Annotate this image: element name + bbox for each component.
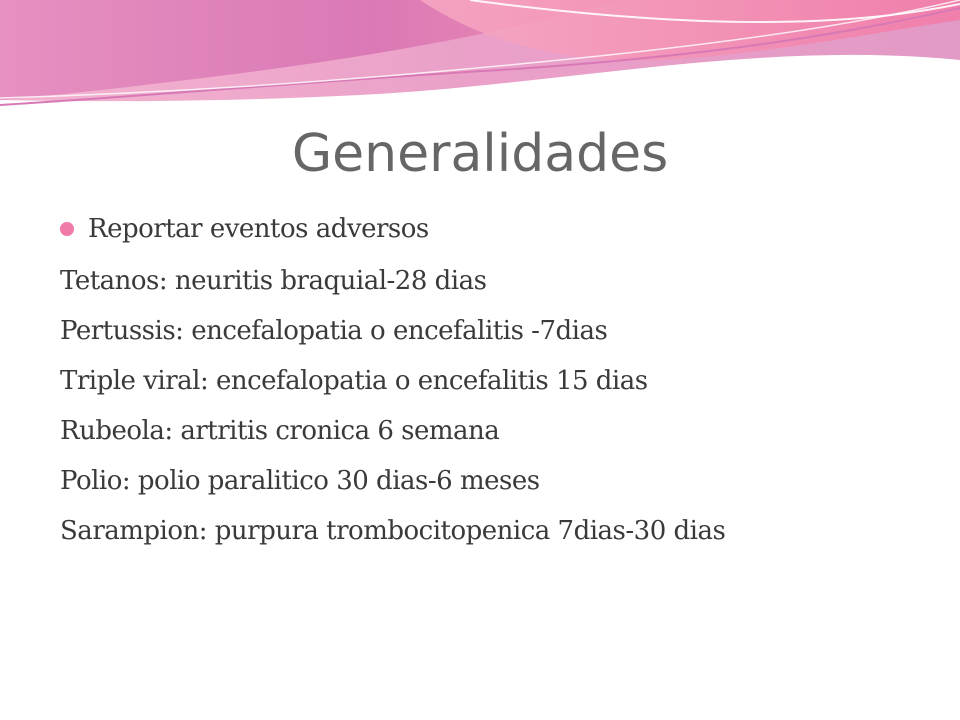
body-line: Triple viral: encefalopatia o encefalitis 15 dias [60,366,648,396]
slide-title: Generalidades [291,124,669,184]
body-line: Pertussis: encefalopatia o encefalitis -7dias [60,316,608,346]
body-line: Sarampion: purpura trombocitopenica 7dias-30 dias [60,516,726,546]
slide-body [60,206,930,556]
bullet-item [60,206,930,256]
body-line: Tetanos: neuritis braquial-28 dias [60,266,487,296]
bullet-text: Reportar eventos adversos [88,214,429,244]
bullet-dot-icon [60,222,74,236]
header-wave-decoration [0,0,960,130]
body-line: Polio: polio paralitico 30 dias-6 meses [60,466,540,496]
body-line: Rubeola: artritis cronica 6 semana [60,416,500,446]
